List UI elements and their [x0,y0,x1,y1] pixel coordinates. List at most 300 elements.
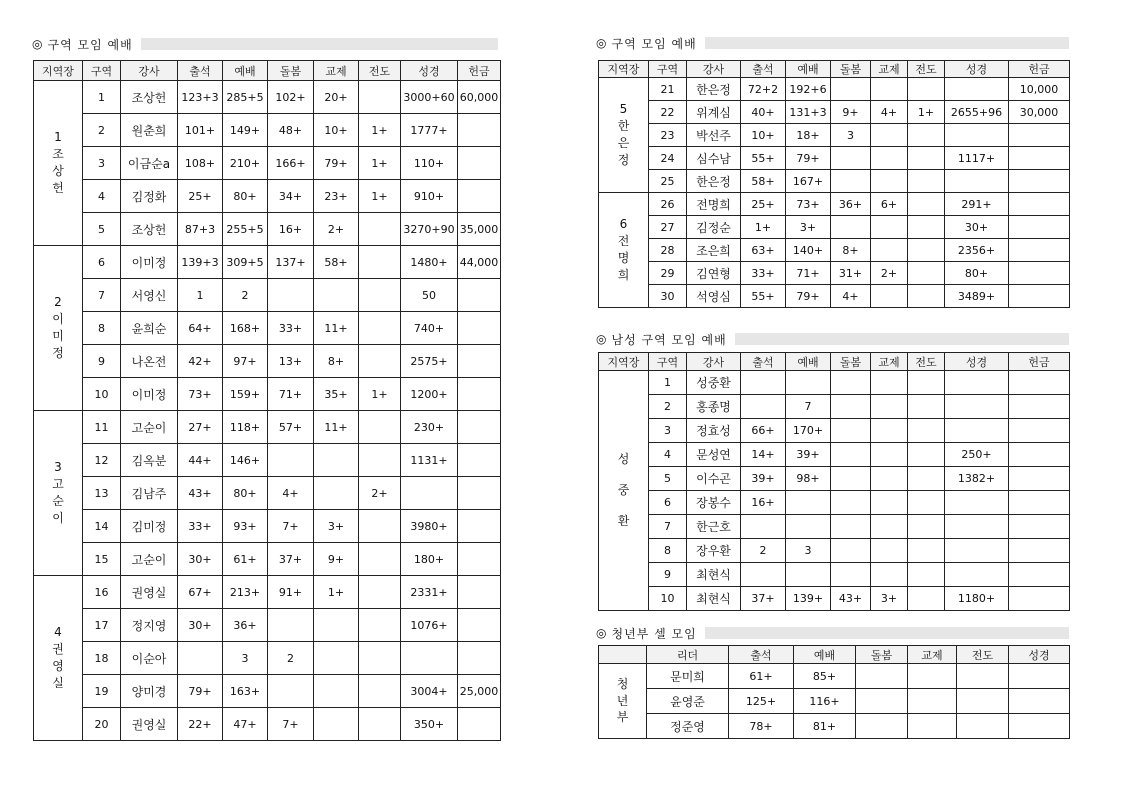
table-cell [945,419,1009,443]
leader-label-char: 성 [617,452,630,467]
table-cell [831,443,871,467]
column-header: 성경 [945,353,1009,371]
leader-label-cell [599,664,647,739]
table-cell: 이수곤 [687,467,741,491]
table-cell: 2+ [871,262,908,285]
table-cell: 나온전 [121,345,178,378]
table-cell [871,124,908,147]
table-cell: 33+ [178,510,223,543]
table-cell: 9 [649,563,687,587]
table-cell: 20+ [314,81,359,114]
column-header: 교제 [871,61,908,78]
leader-label-char: 영 [52,659,64,673]
circle-mark-icon: ◎ [32,37,43,51]
table-cell [1009,587,1070,611]
table-cell: 3 [831,124,871,147]
table-cell [458,477,501,510]
table-cell [458,279,501,312]
table-cell: 13+ [268,345,314,378]
table-cell: 25 [649,170,687,193]
table-cell: 108+ [178,147,223,180]
table-cell: 16+ [741,491,786,515]
table-header-row [34,61,501,81]
table-cell [1009,714,1070,739]
table-cell: 1+ [359,147,401,180]
left-title-text: 구역 모임 예배 [47,37,133,52]
table-cell [268,279,314,312]
table-cell [945,539,1009,563]
table-cell: 910+ [401,180,458,213]
table-row [34,609,501,642]
table-cell: 97+ [223,345,268,378]
table-cell: 102+ [268,81,314,114]
table-cell: 55+ [741,147,786,170]
table-cell [831,170,871,193]
right-mid-title-text: 남성 구역 모임 예배 [611,332,727,347]
table-row [599,216,1070,239]
table-cell: 67+ [178,576,223,609]
table-row [34,81,501,114]
table-row [34,279,501,312]
column-header: 전도 [957,646,1009,664]
table-cell: 18 [83,642,121,675]
table-cell: 149+ [223,114,268,147]
table-cell: 350+ [401,708,458,741]
column-header: 예배 [223,61,268,81]
table-cell [786,563,831,587]
table-cell: 3004+ [401,675,458,708]
circle-mark-icon: ◎ [596,332,607,346]
table-cell [458,543,501,576]
table-cell: 29 [649,262,687,285]
leader-label-char: 권 [52,642,64,657]
column-header: 구역 [649,353,687,371]
table-cell: 심수남 [687,147,741,170]
table-cell [945,563,1009,587]
table-cell: 167+ [786,170,831,193]
table-cell [314,675,359,708]
table-cell: 1131+ [401,444,458,477]
table-cell: 285+5 [223,81,268,114]
table-cell: 36+ [223,609,268,642]
table-cell [831,419,871,443]
table-row [34,246,501,279]
table-cell: 98+ [786,467,831,491]
table-cell: 33+ [741,262,786,285]
table-row [34,378,501,411]
table-cell [359,510,401,543]
table-cell [957,689,1009,714]
table-cell: 73+ [786,193,831,216]
table-cell: 78+ [729,714,794,739]
table-cell: 61+ [729,664,794,689]
table-row [34,444,501,477]
circle-mark-icon: ◎ [596,36,607,50]
table-cell: 81+ [794,714,856,739]
column-header: 예배 [786,353,831,371]
table-row [599,443,1070,467]
table-cell: 58+ [314,246,359,279]
table-cell: 6+ [871,193,908,216]
table-cell: 30,000 [1009,101,1070,124]
table-cell: 39+ [786,443,831,467]
table-cell [359,642,401,675]
table-cell: 원춘희 [121,114,178,147]
table-cell [359,246,401,279]
table-cell: 42+ [178,345,223,378]
leader-label-char: 환 [617,513,630,528]
table-cell: 장봉수 [687,491,741,515]
table-cell: 11 [83,411,121,444]
table-cell: 71+ [268,378,314,411]
leader-label-char: 중 [617,483,630,498]
table-cell: 16 [83,576,121,609]
table-cell [957,714,1009,739]
table-cell [908,239,945,262]
table-cell [945,395,1009,419]
table-cell [1009,124,1070,147]
table-cell [856,689,908,714]
table-cell [908,443,945,467]
column-header: 강사 [687,353,741,371]
table-cell [314,477,359,510]
table-cell: 37+ [268,543,314,576]
leader-label-char: 은 [617,136,630,150]
table-cell: 3489+ [945,285,1009,308]
table-cell: 3 [223,642,268,675]
table-cell: 12 [83,444,121,477]
table-header-row [599,646,1070,664]
table-cell: 7+ [268,708,314,741]
table-cell: 57+ [268,411,314,444]
column-header: 출석 [741,61,786,78]
leader-label-char: 1 [54,130,62,145]
table-cell [1009,689,1070,714]
table-cell: 93+ [223,510,268,543]
table-row [599,419,1070,443]
table-cell [178,642,223,675]
table-cell: 양미경 [121,675,178,708]
table-cell: 1+ [314,576,359,609]
table-cell: 3270+90 [401,213,458,246]
table-cell [945,124,1009,147]
table-cell: 전명희 [687,193,741,216]
table-cell [908,395,945,419]
table-cell [831,78,871,101]
table-cell [359,411,401,444]
table-cell: 39+ [741,467,786,491]
table-cell [359,543,401,576]
table-cell: 61+ [223,543,268,576]
table-cell [401,642,458,675]
table-cell: 192+6 [786,78,831,101]
table-cell: 4+ [268,477,314,510]
table-cell [871,78,908,101]
table-cell: 250+ [945,443,1009,467]
table-row [599,587,1070,611]
column-header: 돌봄 [831,61,871,78]
table-cell [871,515,908,539]
table-cell: 13 [83,477,121,510]
table-cell: 9 [83,345,121,378]
table-cell: 1382+ [945,467,1009,491]
table-cell: 1076+ [401,609,458,642]
table-cell: 101+ [178,114,223,147]
table-cell [831,216,871,239]
table-cell: 80+ [223,477,268,510]
table-row [599,515,1070,539]
leader-label-char: 5 [619,102,628,117]
table-cell [314,708,359,741]
table-cell: 10+ [741,124,786,147]
table-cell: 2 [223,279,268,312]
table-cell [1009,515,1070,539]
table-cell [856,714,908,739]
table-cell: 이미정 [121,378,178,411]
table-row [34,642,501,675]
table-cell: 10+ [314,114,359,147]
leader-label-char: 헌 [52,180,64,195]
table-cell [871,147,908,170]
table-cell: 9+ [314,543,359,576]
table-header-row [599,353,1070,371]
table-cell: 1777+ [401,114,458,147]
table-cell [458,609,501,642]
table-cell: 1 [649,371,687,395]
table-cell: 44,000 [458,246,501,279]
table-cell [871,285,908,308]
table-cell: 1 [83,81,121,114]
table-cell: 213+ [223,576,268,609]
leader-label-char: 전 [617,234,630,249]
table-cell [1009,467,1070,491]
table-cell [359,279,401,312]
table-cell: 3+ [786,216,831,239]
table-row [34,180,501,213]
table-cell [458,180,501,213]
table-cell: 123+3 [178,81,223,114]
leader-label-char: 이 [52,510,64,525]
table-cell: 110+ [401,147,458,180]
leader-label-char: 희 [617,267,630,282]
table-cell [458,411,501,444]
column-header: 성경 [945,61,1009,78]
column-header: 출석 [729,646,794,664]
table-cell: 27 [649,216,687,239]
leader-label-cell [599,78,649,193]
table-cell [908,491,945,515]
header-cell-empty [599,646,647,664]
table-cell: 7 [786,395,831,419]
table-cell [871,491,908,515]
table-cell: 26 [649,193,687,216]
table-cell [908,371,945,395]
table-cell: 3980+ [401,510,458,543]
table-row [34,114,501,147]
table-cell: 20 [83,708,121,741]
table-cell [359,444,401,477]
table-cell: 한은정 [687,170,741,193]
column-header: 전도 [908,353,945,371]
table-cell [871,419,908,443]
right-top-section-title [596,35,1069,51]
table-cell [831,395,871,419]
table-row [599,664,1070,689]
table-cell [314,444,359,477]
table-row [34,477,501,510]
table-header-row [599,61,1070,78]
table-cell: 6 [649,491,687,515]
table-cell: 15 [83,543,121,576]
table-cell: 조상헌 [121,213,178,246]
table-cell: 79+ [786,147,831,170]
leader-label-char: 청 [616,676,629,691]
column-header: 리더 [647,646,729,664]
table-cell: 성중환 [687,371,741,395]
table-cell [908,285,945,308]
table-cell: 30+ [178,609,223,642]
table-cell: 22 [649,101,687,124]
table-cell [871,563,908,587]
table-cell: 김연형 [687,262,741,285]
leader-label-char: 6 [619,217,628,232]
table-cell [458,510,501,543]
table-cell: 64+ [178,312,223,345]
table-cell: 윤희순 [121,312,178,345]
table-cell: 66+ [741,419,786,443]
table-cell: 고순이 [121,411,178,444]
table-cell [1009,395,1070,419]
table-row [599,491,1070,515]
leader-label-char: 3 [54,460,62,475]
table-row [599,101,1070,124]
table-cell: 40+ [741,101,786,124]
table-cell: 권영실 [121,576,178,609]
table-cell: 권영실 [121,708,178,741]
table-cell: 14+ [741,443,786,467]
table-cell: 이순아 [121,642,178,675]
table-cell [871,371,908,395]
table-cell [458,114,501,147]
table-cell: 43+ [178,477,223,510]
title-bar [141,38,498,50]
table-cell: 24 [649,147,687,170]
table-cell: 131+3 [786,101,831,124]
table-cell [908,147,945,170]
table-cell: 고순이 [121,543,178,576]
table-cell: 80+ [223,180,268,213]
table-cell [945,371,1009,395]
table-cell: 7+ [268,510,314,543]
table-cell [1009,170,1070,193]
table-cell: 11+ [314,312,359,345]
table-cell: 33+ [268,312,314,345]
table-row [599,239,1070,262]
table-cell: 170+ [786,419,831,443]
table-cell [314,279,359,312]
table-cell: 5 [83,213,121,246]
column-header: 헌금 [1009,353,1070,371]
table-cell: 2655+96 [945,101,1009,124]
table-cell [871,216,908,239]
leader-label-cell [34,576,83,741]
table-cell: 3+ [871,587,908,611]
circle-mark-icon: ◎ [596,626,607,640]
table-cell [458,708,501,741]
table-cell: 2 [649,395,687,419]
leader-label-char: 2 [54,295,62,310]
table-cell [831,371,871,395]
table-cell: 35+ [314,378,359,411]
table-cell [359,708,401,741]
table-cell [908,664,957,689]
table-row [599,262,1070,285]
table-cell: 김남주 [121,477,178,510]
table-cell [1009,239,1070,262]
table-cell: 윤영준 [647,689,729,714]
table-cell [908,689,957,714]
table-cell: 137+ [268,246,314,279]
table-cell [314,609,359,642]
table-cell: 73+ [178,378,223,411]
table-cell: 18+ [786,124,831,147]
table-cell: 79+ [786,285,831,308]
table-cell: 291+ [945,193,1009,216]
table-cell [359,576,401,609]
table-cell [458,345,501,378]
table-cell: 91+ [268,576,314,609]
table-cell [945,491,1009,515]
right-mid-section-title [596,331,1069,347]
table-cell: 10 [649,587,687,611]
table-cell: 21 [649,78,687,101]
table-cell [268,675,314,708]
table-cell: 180+ [401,543,458,576]
table-cell [741,515,786,539]
table-cell: 8+ [314,345,359,378]
leader-label-char: 정 [617,152,630,167]
table-cell [871,239,908,262]
leader-label-char: 실 [52,675,64,690]
table-cell: 1+ [741,216,786,239]
table-cell: 25+ [178,180,223,213]
table-cell: 60,000 [458,81,501,114]
table-cell [1009,539,1070,563]
right-top-attendance-table [598,60,1070,308]
table-cell: 3 [786,539,831,563]
table-cell [268,444,314,477]
table-cell: 1+ [359,114,401,147]
table-cell [856,664,908,689]
table-cell: 168+ [223,312,268,345]
table-cell: 5 [649,467,687,491]
column-header: 강사 [121,61,178,81]
table-cell [359,213,401,246]
table-cell: 홍종명 [687,395,741,419]
table-cell: 한근호 [687,515,741,539]
table-cell: 37+ [741,587,786,611]
table-cell: 3 [83,147,121,180]
leader-label-char: 고 [52,477,64,492]
table-cell: 71+ [786,262,831,285]
leader-label-char: 부 [616,710,629,725]
title-bar [705,627,1069,639]
table-cell: 4+ [831,285,871,308]
leader-label-char: 4 [54,625,62,640]
leader-label-char: 한 [617,119,630,134]
table-row [599,714,1070,739]
table-cell [871,467,908,491]
